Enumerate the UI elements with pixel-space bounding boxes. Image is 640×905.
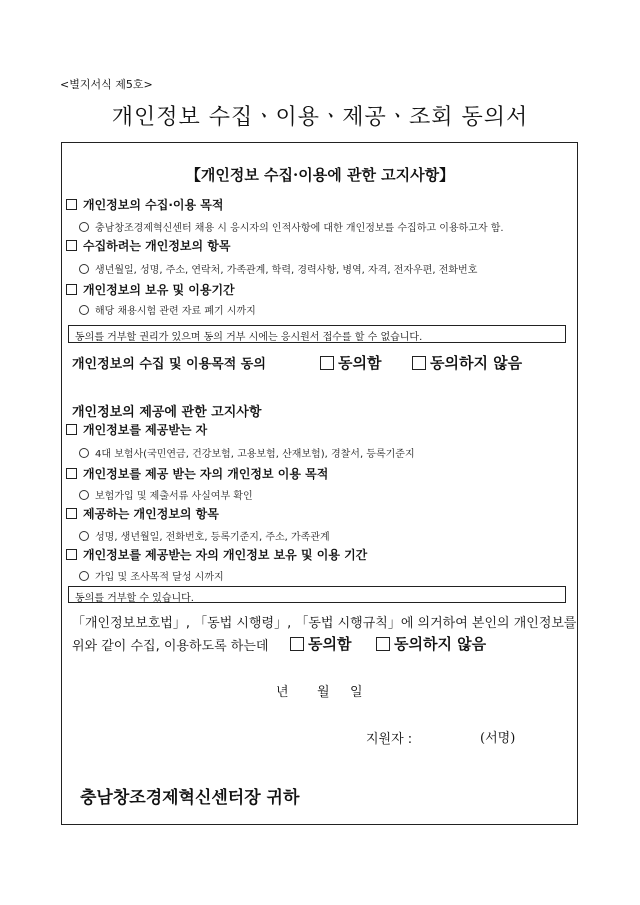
provision-retention-heading-text: 개인정보를 제공받는 자의 개인정보 보유 및 이용 기간 xyxy=(83,548,368,562)
provided-items-heading-text: 제공하는 개인정보의 항목 xyxy=(83,507,219,521)
final-agree-option[interactable] xyxy=(290,633,351,654)
addressee: 충남창조경제혁신센터장 귀하 xyxy=(80,788,300,808)
provided-items-item-text: 성명, 생년월일, 전화번호, 등록기준지, 주소, 가족관계 xyxy=(95,532,330,543)
provision-retention-item-text: 가입 및 조사목적 달성 시까지 xyxy=(95,572,224,583)
retention-heading xyxy=(66,281,235,298)
section2-title: 개인정보의 제공에 관한 고지사항 xyxy=(72,405,262,420)
collected-items-item xyxy=(79,261,477,276)
provision-purpose-item-text: 보험가입 및 제출서류 사실여부 확인 xyxy=(95,491,253,502)
recipient-heading-text: 개인정보를 제공받는 자 xyxy=(83,423,208,437)
collected-items-heading-text: 수집하려는 개인정보의 항목 xyxy=(83,239,231,253)
collection-consent-label: 개인정보의 수집 및 이용목적 동의 xyxy=(72,357,266,372)
circle-bullet-icon xyxy=(79,264,89,274)
provision-purpose-heading xyxy=(66,465,328,482)
document-title: 개인정보 수집ㆍ이용ㆍ제공ㆍ조회 동의서 xyxy=(111,105,529,130)
purpose-heading-text: 개인정보의 수집·이용 목적 xyxy=(83,198,224,212)
collection-disagree-text: 동의하지 않음 xyxy=(430,354,523,372)
legal-basis-text: 「개인정보보호법」, 「동법 시행령」, 「동법 시행규칙」에 의거하여 본인의 개인정보를 xyxy=(72,616,577,631)
provision-purpose-item xyxy=(79,487,253,502)
circle-bullet-icon xyxy=(79,490,89,500)
form-number-label: <별지서식 제5호> xyxy=(60,78,153,91)
provided-items-item xyxy=(79,528,330,543)
collected-items-heading xyxy=(66,237,230,254)
square-bullet-icon xyxy=(66,199,77,210)
date-day: 일 xyxy=(350,685,363,700)
checkbox-icon[interactable] xyxy=(290,637,304,651)
recipient-item xyxy=(79,445,415,460)
purpose-item-text: 충남창조경제혁신센터 채용 시 응시자의 인적사항에 대한 개인정보를 수집하고 이용하고자 함. xyxy=(95,223,504,234)
square-bullet-icon xyxy=(66,284,77,295)
recipient-item-text: 4대 보험사(국민연금, 건강보험, 고용보험, 산재보험), 경찰서, 등록기준지 xyxy=(95,449,415,460)
provision-retention-item xyxy=(79,568,224,583)
final-agree-text: 동의함 xyxy=(308,635,352,653)
refusal-notice-2: 동의를 거부할 수 있습니다. xyxy=(68,586,566,603)
applicant-label: 지원자 : xyxy=(366,732,413,747)
final-disagree-option[interactable] xyxy=(376,633,486,654)
collection-disagree-option[interactable] xyxy=(412,352,522,373)
circle-bullet-icon xyxy=(79,305,89,315)
square-bullet-icon xyxy=(66,424,77,435)
section1-title: 【개인정보 수집·이용에 관한 고지사항】 xyxy=(185,166,455,184)
collection-agree-option[interactable] xyxy=(320,352,381,373)
checkbox-icon[interactable] xyxy=(376,637,390,651)
checkbox-icon[interactable] xyxy=(320,356,334,370)
final-disagree-text: 동의하지 않음 xyxy=(394,635,487,653)
collection-agree-text: 동의함 xyxy=(338,354,382,372)
square-bullet-icon xyxy=(66,508,77,519)
collected-items-item-text: 생년월일, 성명, 주소, 연락처, 가족관계, 학력, 경력사항, 병역, 자격, 전자우편, 전화번호 xyxy=(95,265,478,276)
recipient-heading xyxy=(66,421,207,438)
signature-placeholder: (서명) xyxy=(480,731,516,746)
date-month: 월 xyxy=(317,685,330,700)
date-year: 년 xyxy=(276,685,289,700)
circle-bullet-icon xyxy=(79,448,89,458)
square-bullet-icon xyxy=(66,468,77,479)
circle-bullet-icon xyxy=(79,571,89,581)
retention-item xyxy=(79,302,256,317)
square-bullet-icon xyxy=(66,240,77,251)
retention-item-text: 해당 채용시험 관련 자료 폐기 시까지 xyxy=(95,306,256,317)
circle-bullet-icon xyxy=(79,222,89,232)
retention-heading-text: 개인정보의 보유 및 이용기간 xyxy=(83,283,235,297)
provision-purpose-heading-text: 개인정보를 제공 받는 자의 개인정보 이용 목적 xyxy=(83,467,329,481)
purpose-item xyxy=(79,219,504,234)
circle-bullet-icon xyxy=(79,531,89,541)
purpose-heading xyxy=(66,196,223,213)
checkbox-icon[interactable] xyxy=(412,356,426,370)
refusal-notice-1: 동의를 거부할 권리가 있으며 동의 거부 시에는 응시원서 접수를 할 수 없습니다. xyxy=(68,325,566,343)
provided-items-heading xyxy=(66,505,219,522)
square-bullet-icon xyxy=(66,549,77,560)
usage-consent-text: 위와 같이 수집, 이용하도록 하는데 xyxy=(72,639,269,654)
provision-retention-heading xyxy=(66,546,367,563)
